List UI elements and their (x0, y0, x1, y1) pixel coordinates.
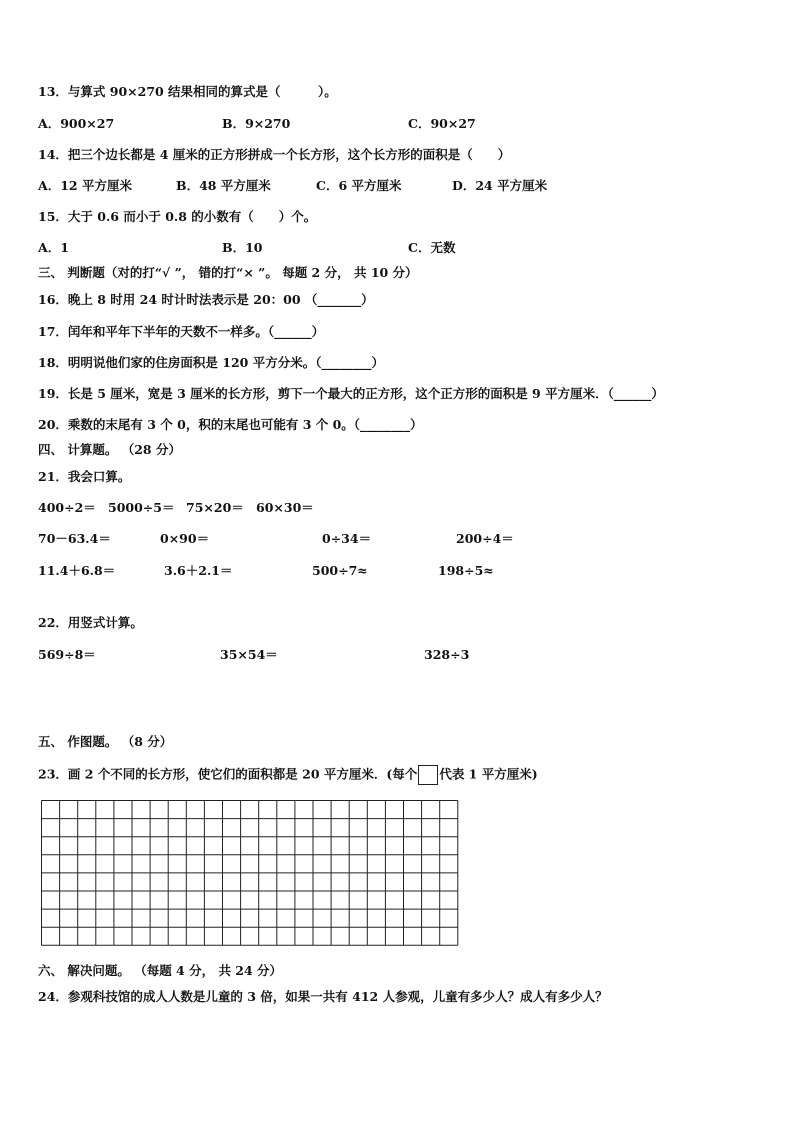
q21-row1 (38, 500, 558, 516)
oral-calc-item: 5000÷5＝ (108, 500, 175, 515)
section6-title: 六、 解决问题。 （每题 4 分， 共 24 分） (38, 963, 283, 978)
judge-item-20: 20．乘数的末尾有 3 个 0，积的末尾也可能有 3 个 0。（________） (38, 417, 423, 432)
oral-calc-item: 400÷2＝ (38, 500, 96, 515)
q24-stem: 24．参观科技馆的成人人数是儿童的 3 倍，如果一共有 412 人参观，儿童有多少人？成人有多少人？ (38, 989, 608, 1004)
oral-calc-item: 198÷5≈ (438, 563, 494, 578)
judge-item-17: 17．闰年和平年下半年的天数不一样多。（______） (38, 324, 325, 339)
q23-stem-before: 23．画 2 个不同的长方形，使它们的面积都是 20 平方厘米．(每个 (38, 766, 418, 782)
q13-options (38, 116, 558, 132)
square-grid[interactable] (41, 800, 459, 953)
oral-calc-item: 75×20＝ (186, 500, 244, 515)
judge-item-16: 16．晚上 8 时用 24 时计时法表示是 20：00 （_______） (38, 292, 374, 307)
q15-option-b: B．10 (222, 240, 263, 255)
q15-stem: 15．大于 0.6 而小于 0.8 的小数有（ ）个。 (38, 209, 317, 224)
q23-stem-after: 代表 1 平方厘米) (439, 766, 538, 782)
oral-calc-item: 70－63.4＝ (38, 531, 111, 546)
oral-calc-item: 60×30＝ (256, 500, 314, 515)
q15-option-a: A．1 (38, 240, 69, 255)
section3-title: 三、 判断题（对的打“√ ”， 错的打“× ”。 每题 2 分， 共 10 分） (38, 265, 418, 280)
q14-option-a: A．12 平方厘米 (38, 178, 132, 193)
q21-row2 (38, 531, 558, 547)
q15-option-c: C．无数 (408, 240, 456, 255)
q14-option-d: D．24 平方厘米 (452, 178, 548, 193)
vertical-calc-item: 569÷8＝ (38, 647, 96, 662)
judge-item-19: 19．长是 5 厘米，宽是 3 厘米的长方形，剪下一个最大的正方形，这个正方形的面积是 9 平方厘米．（______） (38, 386, 664, 401)
oral-calc-item: 11.4＋6.8＝ (38, 563, 116, 578)
q23-stem (38, 765, 538, 785)
unit-square-icon (418, 765, 438, 785)
q14-stem: 14．把三个边长都是 4 厘米的正方形拼成一个长方形，这个长方形的面积是（ ） (38, 147, 511, 162)
q14-options (38, 178, 598, 194)
section5-title: 五、 作图题。 （8 分） (38, 734, 173, 749)
q21-stem: 21．我会口算。 (38, 469, 131, 484)
oral-calc-item: 500÷7≈ (312, 563, 368, 578)
vertical-calc-item: 328÷3 (424, 647, 470, 662)
q22-items (38, 647, 558, 663)
q21-row3 (38, 563, 558, 579)
oral-calc-item: 200÷4＝ (456, 531, 514, 546)
oral-calc-item: 0÷34＝ (322, 531, 372, 546)
q13-stem: 13．与算式 90×270 结果相同的算式是（ ）。 (38, 84, 337, 99)
q22-stem: 22．用竖式计算。 (38, 615, 143, 630)
q14-option-b: B．48 平方厘米 (176, 178, 271, 193)
judge-item-18: 18．明明说他们家的住房面积是 120 平方分米。（________） (38, 355, 384, 370)
oral-calc-item: 0×90＝ (160, 531, 210, 546)
q13-option-b: B．9×270 (222, 116, 291, 131)
q14-option-c: C．6 平方厘米 (316, 178, 402, 193)
q15-options (38, 240, 558, 256)
q13-option-a: A．900×27 (38, 116, 115, 131)
vertical-calc-item: 35×54＝ (220, 647, 278, 662)
section4-title: 四、 计算题。 （28 分） (38, 442, 181, 457)
q13-option-c: C．90×27 (408, 116, 476, 131)
oral-calc-item: 3.6＋2.1＝ (164, 563, 233, 578)
